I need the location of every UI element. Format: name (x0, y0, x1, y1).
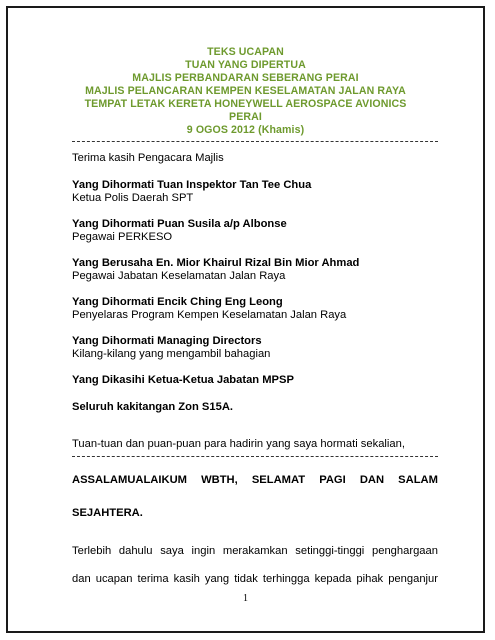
document-page (6, 6, 485, 633)
guest-1-title: Yang Dihormati Tuan Inspektor Tan Tee Chua (72, 179, 312, 191)
thanks-line: Terima kasih Pengacara Majlis (72, 152, 224, 164)
paragraph-word: kepada (314, 573, 352, 585)
paragraph-line-2 (72, 573, 438, 585)
guest-5-role: Kilang-kilang yang mengambil bahagian (72, 348, 271, 360)
paragraph-line-1 (72, 545, 438, 557)
header-line-4: MAJLIS PELANCARAN KEMPEN KESELAMATAN JALAN RAYA (85, 85, 406, 97)
guest-2-title: Yang Dihormati Puan Susila a/p Albonse (72, 218, 287, 230)
greeting-end: SEJAHTERA. (72, 507, 143, 519)
paragraph-word: terhingga (262, 573, 310, 585)
header-line-2: TUAN YANG DIPERTUA (185, 59, 306, 71)
paragraph-word: dan (72, 573, 91, 585)
greeting-line (72, 474, 438, 486)
paragraph-word: Terlebih (72, 545, 112, 557)
paragraph-word: penganjur (388, 573, 438, 585)
greeting-word: SALAM (398, 474, 438, 486)
dashed-divider-2 (72, 456, 438, 457)
paragraph-word: tidak (234, 573, 258, 585)
paragraph-word: setinggi-tinggi (295, 545, 365, 557)
speech-header (8, 46, 483, 137)
paragraph-word: pihak (356, 573, 384, 585)
paragraph-word: penghargaan (372, 545, 438, 557)
guest-7-title: Seluruh kakitangan Zon S15A. (72, 401, 234, 413)
audience-line: Tuan-tuan dan puan-puan para hadirin yang saya hormati sekalian, (72, 438, 405, 450)
guest-4-title: Yang Dihormati Encik Ching Eng Leong (72, 296, 283, 308)
guest-4-role: Penyelaras Program Kempen Keselamatan Jalan Raya (72, 309, 347, 321)
greeting-word: SELAMAT (251, 474, 306, 486)
greeting-word: WBTH, (201, 474, 238, 486)
paragraph-word: dahulu (118, 545, 153, 557)
page-number: 1 (243, 593, 248, 604)
greeting-word: DAN (359, 474, 385, 486)
paragraph-word: ingin (191, 545, 216, 557)
paragraph-word: terima (137, 573, 169, 585)
paragraph-word: yang (204, 573, 230, 585)
guest-1-role: Ketua Polis Daerah SPT (72, 192, 194, 204)
guest-6-title: Yang Dikasihi Ketua-Ketua Jabatan MPSP (72, 374, 294, 386)
header-line-1: TEKS UCAPAN (207, 46, 284, 58)
header-line-7: 9 OGOS 2012 (Khamis) (186, 124, 305, 136)
greeting-word: ASSALAMUALAIKUM (72, 474, 187, 486)
guest-3-title: Yang Berusaha En. Mior Khairul Rizal Bin Mior Ahmad (72, 257, 360, 269)
dashed-divider (72, 141, 438, 142)
header-line-3: MAJLIS PERBANDARAN SEBERANG PERAI (132, 72, 359, 84)
paragraph-word: merakamkan (222, 545, 288, 557)
paragraph-word: kasih (173, 573, 200, 585)
paragraph-word: ucapan (95, 573, 133, 585)
header-line-6: PERAI (229, 111, 262, 123)
paragraph-word: saya (160, 545, 184, 557)
guest-5-title: Yang Dihormati Managing Directors (72, 335, 262, 347)
greeting-word: PAGI (319, 474, 346, 486)
header-line-5: TEMPAT LETAK KERETA HONEYWELL AEROSPACE AVIONICS (84, 98, 407, 110)
guest-2-role: Pegawai PERKESO (72, 231, 173, 243)
guest-3-role: Pegawai Jabatan Keselamatan Jalan Raya (72, 270, 286, 282)
